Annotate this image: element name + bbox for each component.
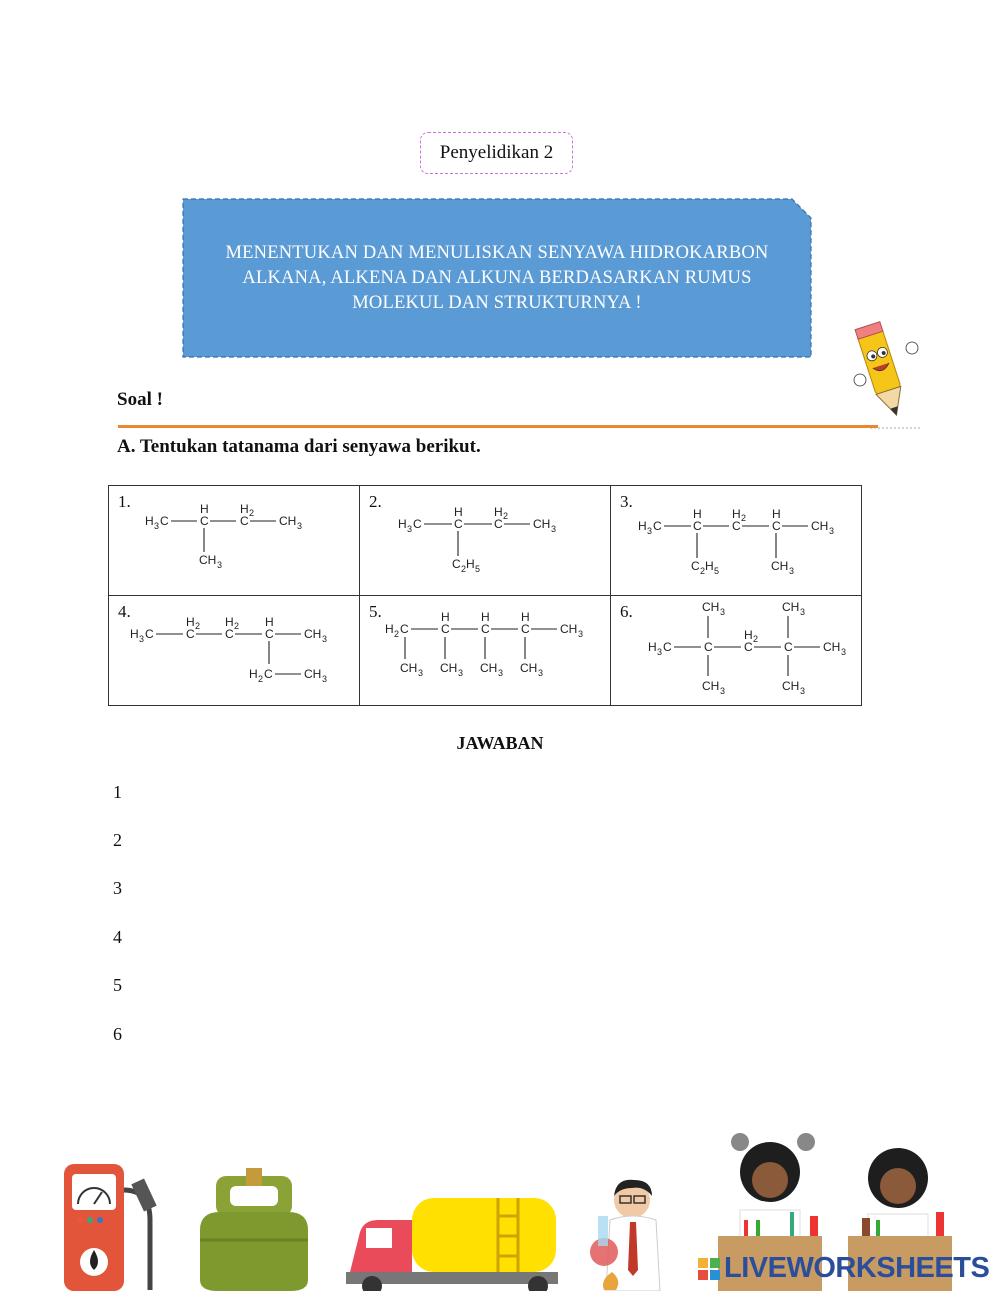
svg-text:H: H <box>732 507 741 521</box>
svg-text:2: 2 <box>461 564 467 574</box>
compound-table <box>108 485 862 706</box>
divider-rule <box>118 425 878 428</box>
answer-heading: JAWABAN <box>456 733 544 753</box>
svg-text:CH: CH <box>480 661 498 675</box>
svg-text:CH: CH <box>823 640 841 654</box>
answer-number: 4 <box>113 927 122 947</box>
structure-5 <box>360 596 611 706</box>
svg-text:C: C <box>693 519 702 533</box>
answer-field-2[interactable] <box>150 828 830 852</box>
structure-2 <box>360 486 611 596</box>
scientist-boy-icon <box>590 1180 660 1291</box>
brand-wordmark[interactable]: LIVEWORKSHEETS <box>724 1252 990 1284</box>
svg-text:3: 3 <box>498 668 504 678</box>
svg-text:CH: CH <box>811 519 829 533</box>
svg-text:H: H <box>441 610 450 624</box>
svg-text:C: C <box>413 517 422 531</box>
fuel-pump-icon <box>64 1164 157 1291</box>
svg-text:H: H <box>772 507 781 521</box>
svg-text:3: 3 <box>322 674 328 684</box>
structure-3 <box>611 486 862 596</box>
svg-text:3: 3 <box>829 526 835 536</box>
svg-text:H: H <box>200 502 209 516</box>
svg-text:C: C <box>400 622 409 636</box>
svg-text:2: 2 <box>700 566 706 576</box>
answer-field-1[interactable] <box>150 780 830 804</box>
answer-field-3[interactable] <box>150 876 830 900</box>
svg-text:C: C <box>772 519 781 533</box>
answer-number: 2 <box>113 830 122 850</box>
banner-text: MENENTUKAN DAN MENULISKAN SENYAWA HIDROKARBON ALKANA, ALKENA DAN ALKUNA BERDASARKAN RUMUS MOLEKUL DAN STRUKTURNYA ! <box>225 242 769 313</box>
svg-text:3: 3 <box>720 686 726 696</box>
svg-text:H: H <box>225 615 234 629</box>
svg-text:CH: CH <box>782 600 800 614</box>
svg-text:3: 3 <box>538 668 544 678</box>
svg-text:H: H <box>638 519 647 533</box>
svg-text:5: 5 <box>714 566 720 576</box>
svg-text:C: C <box>663 640 672 654</box>
svg-text:2: 2 <box>394 629 400 639</box>
soal-heading: Soal ! <box>117 389 163 410</box>
svg-text:C: C <box>452 557 461 571</box>
svg-text:3: 3 <box>297 521 303 531</box>
svg-text:H: H <box>240 502 249 516</box>
svg-text:H: H <box>481 610 490 624</box>
topic-banner <box>182 198 812 358</box>
pencil-mascot-icon <box>850 318 925 433</box>
compound-cell-5 <box>360 596 611 706</box>
svg-text:2: 2 <box>195 621 201 631</box>
svg-text:C: C <box>200 514 209 528</box>
svg-text:2: 2 <box>503 511 509 521</box>
question-text: A. Tentukan tatanama dari senyawa berikut. <box>117 436 481 457</box>
svg-text:C: C <box>653 519 662 533</box>
svg-text:H: H <box>494 505 503 519</box>
svg-text:H: H <box>249 667 258 681</box>
compound-cell-2 <box>360 486 611 596</box>
answer-number: 5 <box>113 975 122 995</box>
structure-1 <box>109 486 360 596</box>
svg-text:H: H <box>145 514 154 528</box>
svg-text:CH: CH <box>304 627 322 641</box>
svg-text:C: C <box>160 514 169 528</box>
svg-text:3: 3 <box>720 607 726 617</box>
svg-text:3: 3 <box>551 524 557 534</box>
svg-text:C: C <box>186 627 195 641</box>
svg-text:C: C <box>732 519 741 533</box>
svg-text:H: H <box>130 627 139 641</box>
svg-text:H: H <box>705 559 714 573</box>
svg-text:5: 5 <box>475 564 481 574</box>
svg-text:C: C <box>784 640 793 654</box>
svg-text:3: 3 <box>139 634 145 644</box>
svg-text:H: H <box>521 610 530 624</box>
svg-text:C: C <box>481 622 490 636</box>
svg-text:3: 3 <box>841 647 847 657</box>
svg-text:H: H <box>398 517 407 531</box>
svg-text:H: H <box>265 615 274 629</box>
svg-text:3: 3 <box>578 629 584 639</box>
svg-text:CH: CH <box>304 667 322 681</box>
compound-number: 6. <box>620 602 633 621</box>
svg-text:CH: CH <box>771 559 789 573</box>
svg-text:CH: CH <box>702 600 720 614</box>
gas-cylinder-icon <box>200 1168 308 1291</box>
svg-text:2: 2 <box>258 674 264 684</box>
svg-text:H: H <box>648 640 657 654</box>
svg-text:3: 3 <box>418 668 424 678</box>
answer-number: 6 <box>113 1024 122 1044</box>
svg-text:3: 3 <box>657 647 663 657</box>
svg-text:CH: CH <box>400 661 418 675</box>
compound-number: 1. <box>118 492 131 511</box>
answer-field-6[interactable] <box>150 1022 830 1046</box>
answer-field-5[interactable] <box>150 973 830 997</box>
svg-text:CH: CH <box>199 553 217 567</box>
svg-text:CH: CH <box>782 679 800 693</box>
compound-cell-4 <box>109 596 360 706</box>
liveworksheets-logo-icon <box>698 1258 720 1280</box>
svg-text:C: C <box>691 559 700 573</box>
svg-text:CH: CH <box>560 622 578 636</box>
answer-number: 3 <box>113 878 122 898</box>
svg-text:3: 3 <box>647 526 653 536</box>
svg-text:C: C <box>240 514 249 528</box>
compound-number: 3. <box>620 492 633 511</box>
compound-number: 2. <box>369 492 382 511</box>
svg-text:C: C <box>744 640 753 654</box>
svg-text:CH: CH <box>520 661 538 675</box>
structure-6 <box>611 596 862 706</box>
svg-text:CH: CH <box>702 679 720 693</box>
svg-text:2: 2 <box>249 508 255 518</box>
svg-text:3: 3 <box>217 560 223 570</box>
svg-text:C: C <box>494 517 503 531</box>
svg-text:CH: CH <box>533 517 551 531</box>
svg-text:3: 3 <box>800 686 806 696</box>
svg-text:CH: CH <box>279 514 297 528</box>
svg-text:H: H <box>744 628 753 642</box>
section-label: Penyelidikan 2 <box>420 132 573 174</box>
svg-text:C: C <box>225 627 234 641</box>
svg-text:3: 3 <box>407 524 413 534</box>
svg-text:H: H <box>186 615 195 629</box>
answer-field-4[interactable] <box>150 925 830 949</box>
svg-text:2: 2 <box>741 513 747 523</box>
svg-text:H: H <box>454 505 463 519</box>
svg-text:H: H <box>385 622 394 636</box>
svg-text:3: 3 <box>800 607 806 617</box>
svg-text:C: C <box>264 667 273 681</box>
svg-text:2: 2 <box>753 634 759 644</box>
svg-text:C: C <box>265 627 274 641</box>
compound-number: 5. <box>369 602 382 621</box>
compound-cell-1 <box>109 486 360 596</box>
svg-text:C: C <box>704 640 713 654</box>
svg-text:H: H <box>466 557 475 571</box>
svg-text:C: C <box>145 627 154 641</box>
svg-text:3: 3 <box>458 668 464 678</box>
compound-number: 4. <box>118 602 131 621</box>
answer-number: 1 <box>113 782 122 802</box>
svg-text:2: 2 <box>234 621 240 631</box>
svg-text:3: 3 <box>154 521 160 531</box>
structure-4 <box>109 596 360 706</box>
svg-text:C: C <box>441 622 450 636</box>
compound-cell-3 <box>611 486 862 596</box>
svg-text:C: C <box>521 622 530 636</box>
svg-text:C: C <box>454 517 463 531</box>
tanker-truck-icon <box>346 1198 558 1291</box>
svg-text:CH: CH <box>440 661 458 675</box>
compound-cell-6 <box>611 596 862 706</box>
svg-text:3: 3 <box>322 634 328 644</box>
svg-text:3: 3 <box>789 566 795 576</box>
svg-text:H: H <box>693 507 702 521</box>
